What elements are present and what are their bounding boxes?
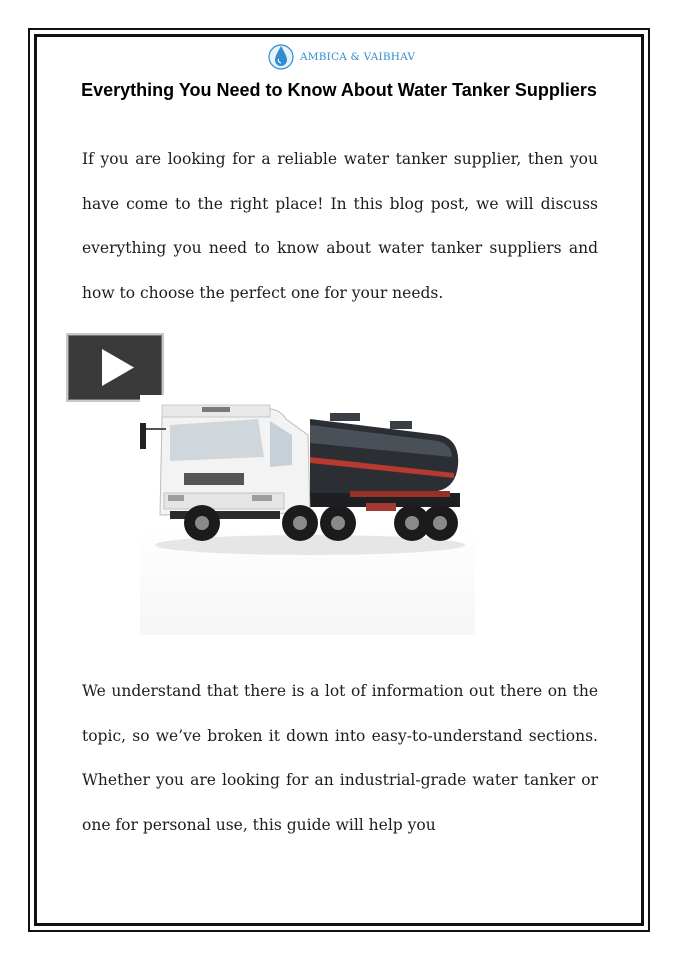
page-title: Everything You Need to Know About Water Tanker Suppliers (81, 80, 597, 100)
intro-paragraph: If you are looking for a reliable water tanker supplier, then you have come to the right place! In this blog post, we will discuss everything you need to know about water tanker suppliers and how to choose the perfect one for your needs. (82, 150, 598, 303)
brand-name: AMBICA & VAIBHAV (300, 51, 416, 63)
body-paragraph: We understand that there is a lot of information out there on the topic, so we’ve broken it down into easy-to-understand sections. Whether you are looking for an industrial-grade water tanker or one for personal use, this guide will help you (82, 682, 598, 835)
brand-logo (268, 42, 415, 72)
play-icon (68, 335, 162, 400)
water-drop-icon (268, 42, 294, 72)
water-tanker-truck-image (140, 395, 475, 635)
play-button[interactable] (66, 333, 164, 402)
